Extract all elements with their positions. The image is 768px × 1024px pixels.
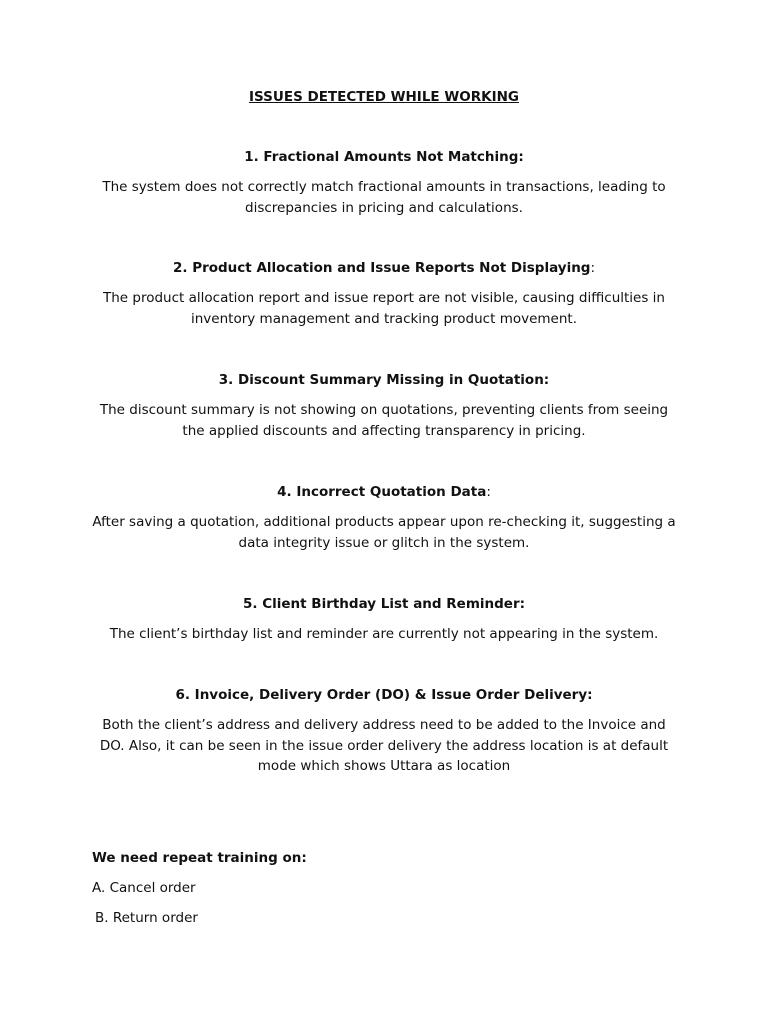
issue-section-invoice-delivery	[90, 685, 678, 777]
document-title: ISSUES DETECTED WHILE WORKING	[249, 89, 519, 105]
issue-heading-suffix: :	[486, 484, 491, 500]
issue-heading-text: 2. Product Allocation and Issue Reports Not Displaying	[172, 260, 591, 276]
training-heading: We need repeat training on:	[92, 850, 307, 866]
issue-description: The discount summary is not showing on quotations, preventing clients from seeing the applied discounts and affecting transparency in pricing.	[99, 402, 669, 439]
issue-description: After saving a quotation, additional products appear upon re-checking it, suggesting a data integrity issue or glitch in the system.	[92, 514, 676, 551]
issue-description: Both the client’s address and delivery address need to be added to the Invoice and DO. Also, it can be seen in the issue order delivery the address location is at default mode which shows Uttara as location	[99, 717, 669, 774]
issue-heading	[90, 482, 678, 502]
issue-heading	[90, 594, 678, 614]
issue-section-incorrect-quotation	[90, 482, 678, 553]
issue-heading	[90, 258, 678, 278]
issue-description: The system does not correctly match fractional amounts in transactions, leading to discrepancies in pricing and calculations.	[102, 179, 666, 216]
issue-description: The product allocation report and issue report are not visible, causing difficulties in inventory management and tracking product movement.	[103, 290, 665, 327]
issue-heading-text: 1. Fractional Amounts Not Matching:	[244, 149, 524, 165]
training-item-cancel-order: A. Cancel order	[92, 880, 196, 896]
issue-heading	[90, 685, 678, 705]
issue-description: The client’s birthday list and reminder are currently not appearing in the system.	[109, 626, 659, 642]
issue-section-client-birthday	[90, 594, 678, 645]
issue-heading	[90, 147, 678, 167]
issue-heading-suffix: :	[590, 260, 596, 276]
issue-section-product-allocation	[90, 258, 678, 329]
issue-section-discount-summary	[90, 370, 678, 441]
issue-heading-text: 4. Incorrect Quotation Data	[277, 484, 487, 500]
training-section	[92, 848, 592, 928]
issue-heading-text: 6. Invoice, Delivery Order (DO) & Issue Order Delivery:	[175, 687, 593, 703]
issue-heading-text: 3. Discount Summary Missing in Quotation:	[218, 372, 550, 388]
issue-section-fractional-amounts	[90, 147, 678, 218]
issue-heading-text: 5. Client Birthday List and Reminder:	[242, 596, 526, 612]
training-item-return-order: B. Return order	[95, 910, 198, 926]
issue-heading	[90, 370, 678, 390]
